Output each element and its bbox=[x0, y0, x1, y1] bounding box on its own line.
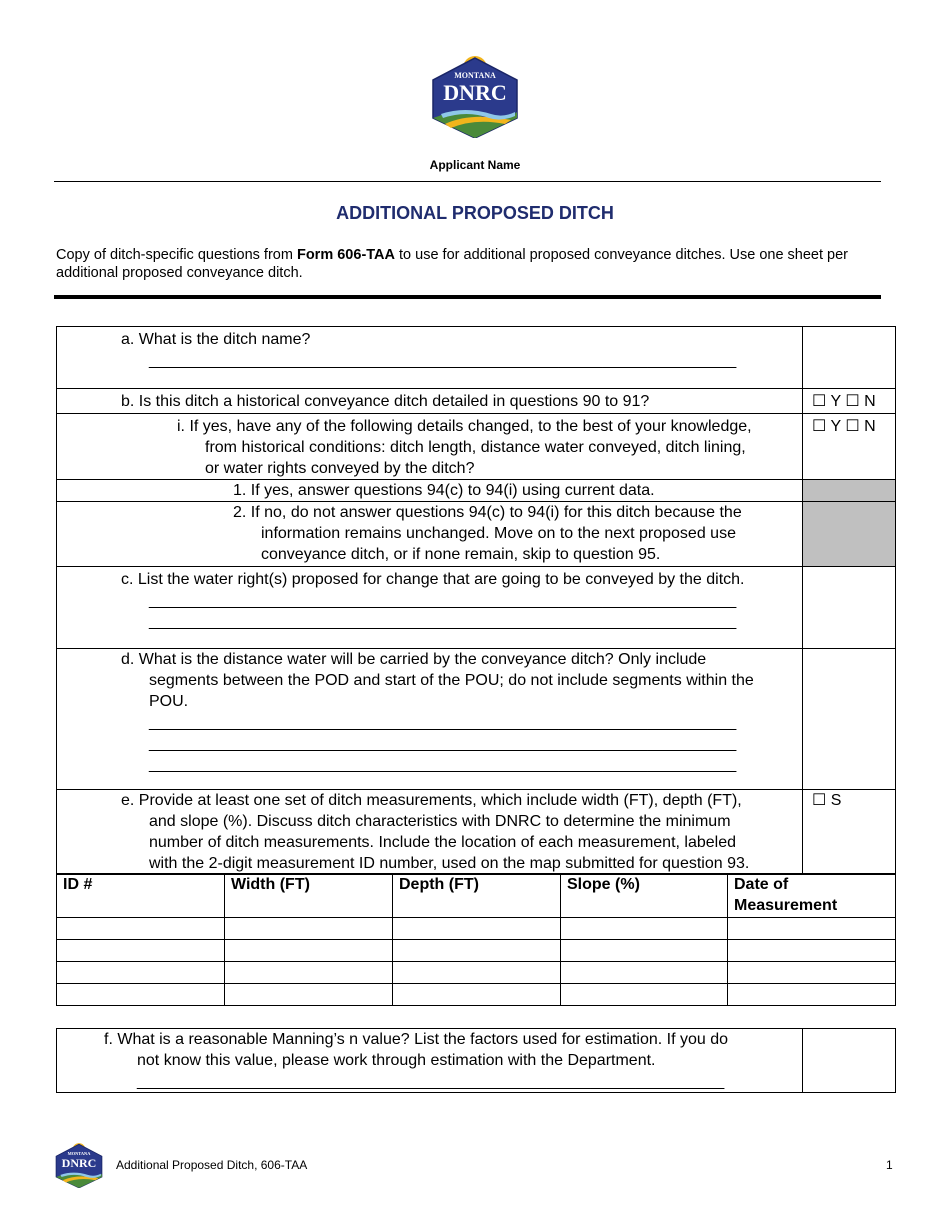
question-d-line2: segments between the POD and start of the POU; do not include segments within the bbox=[149, 672, 754, 689]
cell-slope[interactable] bbox=[561, 940, 728, 962]
footer-logo-text-main: DNRC bbox=[61, 1156, 97, 1171]
question-c-row bbox=[57, 567, 896, 649]
question-c-check-cell bbox=[803, 567, 896, 649]
page-title: ADDITIONAL PROPOSED DITCH bbox=[336, 203, 614, 223]
cell-date[interactable] bbox=[728, 940, 896, 962]
question-b: b. Is this ditch a historical conveyance ditch detailed in questions 90 to 91? bbox=[121, 393, 650, 410]
question-b2-row bbox=[57, 502, 896, 567]
logo-text-main: DNRC bbox=[443, 80, 507, 105]
intro-paragraph: Copy of ditch-specific questions from Form 606-TAA to use for additional proposed conveyance ditches. Use one sheet per additional proposed conveyance ditch. bbox=[56, 247, 849, 281]
question-f-line2: not know this value, please work through estimation with the Department. bbox=[137, 1052, 656, 1069]
cell-depth[interactable] bbox=[393, 940, 561, 962]
question-e-line3: number of ditch measurements. Include the location of each measurement, labeled bbox=[149, 834, 736, 851]
question-a: a. What is the ditch name? bbox=[121, 331, 311, 348]
dnrc-logo bbox=[431, 54, 519, 138]
question-e-row bbox=[57, 790, 896, 875]
table-row bbox=[57, 962, 896, 984]
question-b-row bbox=[57, 389, 896, 414]
questions-table bbox=[56, 326, 896, 875]
question-e-line4: with the 2-digit measurement ID number, used on the map submitted for question 93. bbox=[149, 855, 750, 872]
cell-depth[interactable] bbox=[393, 918, 561, 940]
question-d-check-cell bbox=[803, 649, 896, 790]
answer-d-line2[interactable]: __________________________________________________________________ bbox=[149, 735, 737, 752]
question-b1-row bbox=[57, 480, 896, 502]
cell-depth[interactable] bbox=[393, 962, 561, 984]
divider bbox=[54, 295, 881, 299]
question-b1: 1. If yes, answer questions 94(c) to 94(i) using current data. bbox=[233, 482, 655, 499]
question-a-check-cell bbox=[803, 327, 896, 389]
answer-d-line3[interactable]: __________________________________________________________________ bbox=[149, 756, 737, 773]
question-f-check-cell bbox=[803, 1029, 896, 1093]
question-e-line1: e. Provide at least one set of ditch measurements, which include width (FT), depth (FT), bbox=[121, 792, 742, 809]
measurements-header-row bbox=[57, 874, 896, 918]
cell-date[interactable] bbox=[728, 918, 896, 940]
header-date: Date of Measurement bbox=[728, 874, 896, 918]
cell-width[interactable] bbox=[225, 962, 393, 984]
footer-text: Additional Proposed Ditch, 606-TAA bbox=[116, 1158, 308, 1172]
answer-d-line1[interactable]: __________________________________________________________________ bbox=[149, 714, 737, 731]
cell-slope[interactable] bbox=[561, 962, 728, 984]
answer-f-line[interactable]: __________________________________________________________________ bbox=[137, 1073, 725, 1090]
cell-date[interactable] bbox=[728, 962, 896, 984]
cell-width[interactable] bbox=[225, 918, 393, 940]
question-bi-row bbox=[57, 414, 896, 480]
header-slope: Slope (%) bbox=[561, 874, 728, 918]
header-id: ID # bbox=[57, 874, 225, 918]
table-row bbox=[57, 940, 896, 962]
cell-slope[interactable] bbox=[561, 918, 728, 940]
header-depth: Depth (FT) bbox=[393, 874, 561, 918]
question-b2-line3: conveyance ditch, or if none remain, skip to question 95. bbox=[261, 546, 661, 563]
question-b2-line2: information remains unchanged. Move on to the next proposed use bbox=[261, 525, 736, 542]
table-row bbox=[57, 918, 896, 940]
answer-c-line1[interactable]: __________________________________________________________________ bbox=[149, 592, 737, 609]
question-c: c. List the water right(s) proposed for change that are going to be conveyed by the ditch. bbox=[121, 571, 745, 588]
question-bi-yes-no[interactable]: ☐ Y ☐ N bbox=[803, 414, 896, 480]
question-bi-line2: from historical conditions: ditch length, distance water conveyed, ditch lining, bbox=[205, 439, 746, 456]
cell-slope[interactable] bbox=[561, 984, 728, 1006]
question-bi-line1: i. If yes, have any of the following details changed, to the best of your knowledge, bbox=[177, 418, 752, 435]
cell-id[interactable] bbox=[57, 984, 225, 1006]
question-e-line2: and slope (%). Discuss ditch characteristics with DNRC to determine the minimum bbox=[149, 813, 731, 830]
question-d-row bbox=[57, 649, 896, 790]
cell-id[interactable] bbox=[57, 940, 225, 962]
page-number: 1 bbox=[886, 1158, 893, 1172]
question-b2-shaded-cell bbox=[803, 502, 896, 567]
logo-text-top: MONTANA bbox=[454, 71, 496, 80]
question-b2-line1: 2. If no, do not answer questions 94(c) to 94(i) for this ditch because the bbox=[233, 504, 742, 521]
cell-id[interactable] bbox=[57, 918, 225, 940]
question-b-yes-no[interactable]: ☐ Y ☐ N bbox=[803, 389, 896, 414]
measurements-table bbox=[56, 873, 896, 1006]
question-f-line1: f. What is a reasonable Manning’s n value? List the factors used for estimation. If you do bbox=[104, 1031, 729, 1048]
question-bi-line3: or water rights conveyed by the ditch? bbox=[205, 460, 475, 477]
question-f-table bbox=[56, 1028, 896, 1093]
question-d-line1: d. What is the distance water will be carried by the conveyance ditch? Only include bbox=[121, 651, 707, 668]
question-d-line3: POU. bbox=[149, 693, 189, 710]
footer-logo-text-top: MONTANA bbox=[67, 1151, 91, 1157]
question-a-row bbox=[57, 327, 896, 389]
cell-date[interactable] bbox=[728, 984, 896, 1006]
applicant-name-line[interactable] bbox=[54, 181, 881, 182]
cell-width[interactable] bbox=[225, 984, 393, 1006]
question-b1-shaded-cell bbox=[803, 480, 896, 502]
header-width: Width (FT) bbox=[225, 874, 393, 918]
cell-depth[interactable] bbox=[393, 984, 561, 1006]
question-f-row bbox=[57, 1029, 896, 1093]
answer-a-line[interactable]: __________________________________________________________________ bbox=[149, 352, 737, 369]
cell-id[interactable] bbox=[57, 962, 225, 984]
applicant-name-label: Applicant Name bbox=[429, 158, 521, 172]
table-row bbox=[57, 984, 896, 1006]
question-e-check[interactable]: ☐ S bbox=[803, 790, 896, 875]
answer-c-line2[interactable]: __________________________________________________________________ bbox=[149, 613, 737, 630]
cell-width[interactable] bbox=[225, 940, 393, 962]
footer-dnrc-logo bbox=[55, 1142, 103, 1188]
